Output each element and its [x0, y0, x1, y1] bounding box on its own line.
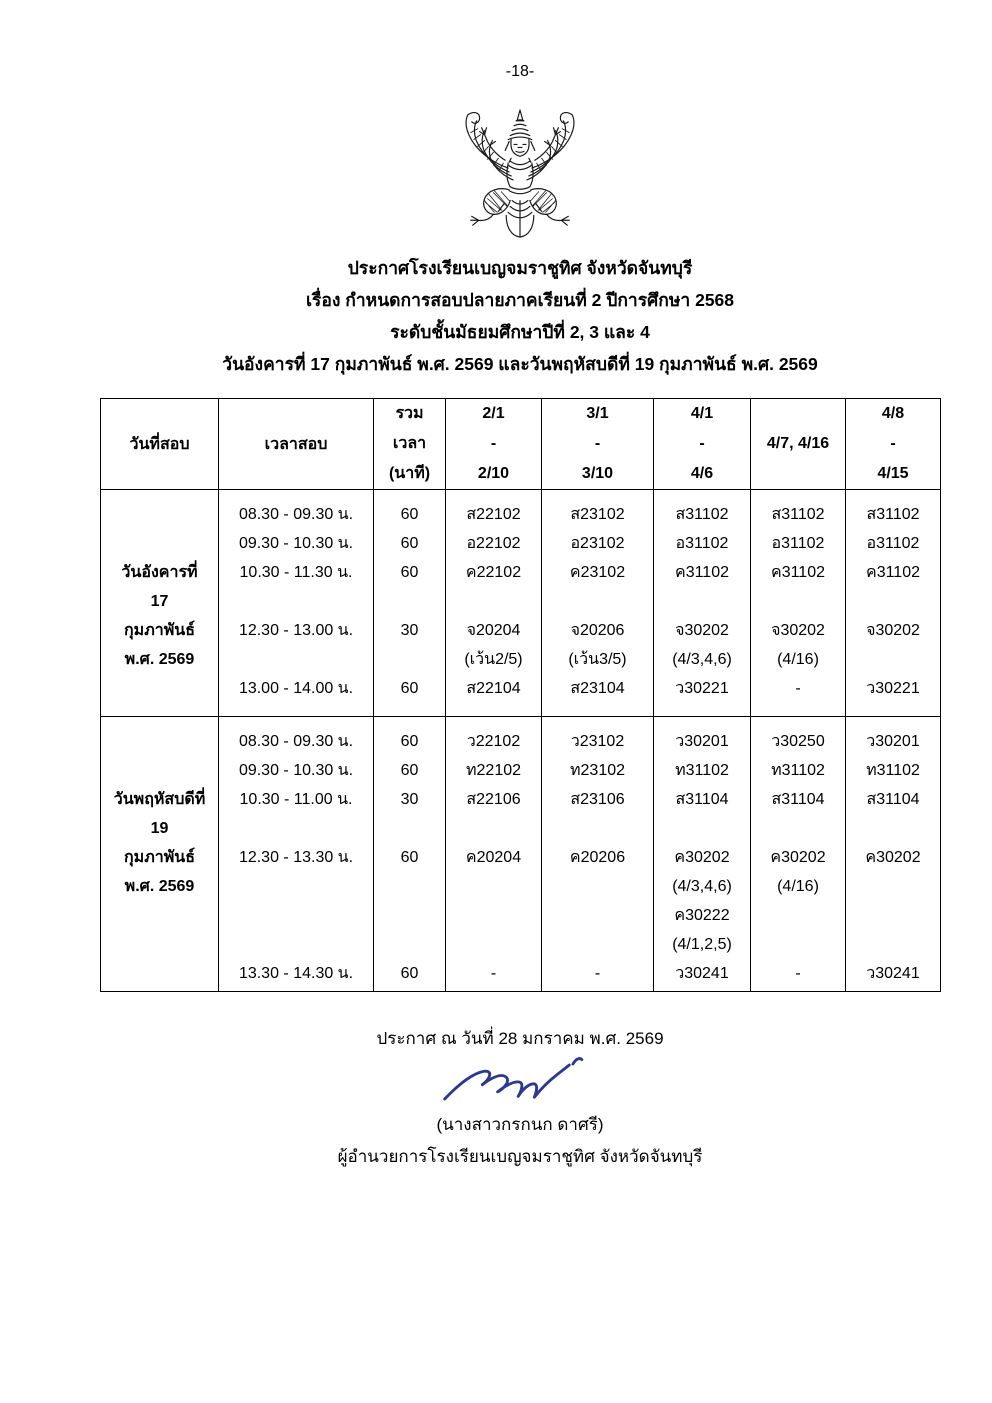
header-group-4-7-4-16: 4/7, 4/16 — [751, 399, 846, 490]
cell-line: 09.30 - 10.30 น. — [238, 762, 354, 779]
cell-line: อ23102 — [570, 535, 625, 552]
cell-line — [219, 587, 373, 616]
cell-line — [219, 901, 373, 930]
cell-line: 13.00 - 14.00 น. — [238, 680, 354, 697]
cell-line: อ31102 — [866, 535, 920, 552]
cell-line: (4/3,4,6) — [672, 651, 732, 668]
header-group-4-8-to-4-15 — [846, 399, 941, 490]
signature-container — [100, 1056, 940, 1110]
cell-line: - — [795, 680, 801, 697]
cell-line: 08.30 - 09.30 น. — [238, 506, 354, 523]
cell-line: ส23102 — [570, 506, 625, 523]
group-2-1-to-2-10-cell — [446, 717, 542, 992]
cell-line: (4/16) — [777, 878, 819, 895]
title-line-grade: ระดับชั้นมัธยมศึกษาปีที่ 2, 3 และ 4 — [390, 322, 650, 342]
cell-line: 19 — [150, 820, 169, 837]
cell-line — [446, 872, 541, 901]
cell-line — [374, 645, 445, 674]
cell-line — [101, 756, 218, 785]
cell-line: 12.30 - 13.00 น. — [238, 622, 354, 639]
exam-time-cell — [219, 717, 374, 992]
cell-line — [446, 587, 541, 616]
signer-title: ผู้อำนวยการโรงเรียนเบญจมราชูทิศ จังหวัดจันทบุรี — [337, 1147, 703, 1166]
cell-line: รวม — [395, 405, 424, 422]
cell-line — [542, 587, 653, 616]
title-line-subject: เรื่อง กำหนดการสอบปลายภาคเรียนที่ 2 ปีการศึกษา 2568 — [305, 290, 735, 310]
table-header-row — [101, 399, 941, 490]
cell-line: - — [490, 435, 497, 452]
cell-line: จ20204 — [466, 622, 521, 639]
cell-line — [101, 674, 218, 703]
cell-line — [101, 529, 218, 558]
cell-line: 60 — [400, 965, 419, 982]
cell-line: 4/6 — [690, 465, 714, 482]
content-area — [100, 0, 940, 1170]
cell-line: ค23102 — [569, 564, 626, 581]
cell-line — [542, 872, 653, 901]
header-group-4-1-to-4-6 — [654, 399, 751, 490]
group-4-1-to-4-6-cell — [654, 490, 751, 717]
cell-line: ส23104 — [570, 680, 625, 697]
cell-line: 09.30 - 10.30 น. — [238, 535, 354, 552]
title-line-dates: วันอังคารที่ 17 กุมภาพันธ์ พ.ศ. 2569 และวันพฤหัสบดีที่ 19 กุมภาพันธ์ พ.ศ. 2569 — [222, 354, 818, 374]
cell-line — [846, 645, 940, 674]
cell-line: จ30202 — [866, 622, 920, 639]
cell-line: - — [795, 965, 801, 982]
total-minutes-cell — [374, 490, 446, 717]
cell-line: 3/10 — [581, 465, 614, 482]
cell-line: กุมภาพันธ์ — [123, 622, 195, 639]
cell-line — [846, 872, 940, 901]
tuesday-17-feb-section — [101, 490, 941, 717]
cell-line: ส22102 — [466, 506, 521, 523]
cell-line: - — [594, 965, 601, 982]
cell-line: 08.30 - 09.30 น. — [238, 733, 354, 750]
emblem-container — [100, 108, 940, 240]
cell-line — [374, 814, 445, 843]
cell-line: ว30241 — [866, 965, 920, 982]
signature-scribble-icon — [430, 1056, 610, 1108]
header-exam-date: วันที่สอบ — [101, 399, 219, 490]
cell-line — [219, 814, 373, 843]
cell-line — [751, 901, 845, 930]
cell-line: ส31104 — [675, 791, 729, 808]
cell-line: ว22102 — [466, 733, 521, 750]
cell-line — [101, 901, 218, 930]
exam-time-cell — [219, 490, 374, 717]
thursday-19-feb-section — [101, 717, 941, 992]
cell-line: 60 — [400, 849, 419, 866]
cell-line: ค31102 — [770, 564, 825, 581]
announcement-date: ประกาศ ณ วันที่ 28 มกราคม พ.ศ. 2569 — [376, 1029, 664, 1048]
cell-line: ส22106 — [466, 791, 521, 808]
cell-line: (เว้น2/5) — [464, 651, 523, 668]
cell-line: 3/1 — [586, 405, 609, 422]
cell-line — [751, 814, 845, 843]
cell-line — [542, 901, 653, 930]
garuda-emblem-icon — [456, 108, 584, 240]
cell-line — [654, 814, 750, 843]
cell-line: 30 — [400, 622, 419, 639]
cell-line: - — [490, 965, 497, 982]
group-4-7-4-16-cell — [751, 490, 846, 717]
cell-line: ค30202 — [770, 849, 826, 866]
cell-line — [751, 930, 845, 959]
cell-line: (4/1,2,5) — [672, 936, 732, 953]
cell-line: ค30222 — [674, 907, 730, 924]
cell-line — [374, 872, 445, 901]
cell-line — [446, 814, 541, 843]
cell-line: ว30250 — [771, 733, 825, 750]
group-2-1-to-2-10-cell — [446, 490, 542, 717]
cell-line — [219, 645, 373, 674]
cell-line: 60 — [400, 762, 419, 779]
group-4-8-to-4-15-cell — [846, 490, 941, 717]
cell-line: ค30202 — [674, 849, 730, 866]
cell-line: ส31102 — [866, 506, 920, 523]
cell-line: พ.ศ. 2569 — [124, 651, 195, 668]
cell-line: ส31104 — [866, 791, 920, 808]
cell-line: อ22102 — [466, 535, 521, 552]
cell-line — [219, 872, 373, 901]
cell-line: ส31102 — [771, 506, 825, 523]
cell-line: ค20206 — [569, 849, 626, 866]
cell-line: 60 — [400, 506, 419, 523]
cell-line: ส31104 — [771, 791, 825, 808]
cell-line: - — [890, 435, 896, 452]
header-total-minutes — [374, 399, 446, 490]
title-line-school: ประกาศโรงเรียนเบญจมราชูทิศ จังหวัดจันทบุรี — [347, 258, 693, 278]
cell-line: ส23106 — [570, 791, 625, 808]
cell-line: อ31102 — [675, 535, 729, 552]
cell-line: ค31102 — [674, 564, 729, 581]
cell-line: 60 — [400, 733, 419, 750]
group-4-7-4-16-cell — [751, 717, 846, 992]
cell-line: วันพฤหัสบดีที่ — [113, 791, 206, 808]
cell-line: - — [594, 435, 601, 452]
cell-line — [846, 814, 940, 843]
cell-line: ค20204 — [465, 849, 522, 866]
cell-line: - — [699, 435, 705, 452]
cell-line — [654, 587, 750, 616]
cell-line — [374, 901, 445, 930]
cell-line: อ31102 — [771, 535, 825, 552]
cell-line: ท31102 — [866, 762, 920, 779]
total-minutes-cell — [374, 717, 446, 992]
cell-line: 60 — [400, 535, 419, 552]
cell-line: ว30221 — [866, 680, 920, 697]
cell-line — [374, 587, 445, 616]
cell-line: (นาที) — [388, 465, 431, 482]
signer-name: (นางสาวกรกนก ดาศรี) — [436, 1115, 604, 1134]
cell-line — [101, 959, 218, 988]
cell-line: ว30221 — [675, 680, 729, 697]
cell-line: ค31102 — [865, 564, 920, 581]
exam-date-cell — [101, 717, 219, 992]
cell-line: พ.ศ. 2569 — [124, 878, 195, 895]
cell-line: ว30201 — [675, 733, 729, 750]
cell-line: ท22102 — [465, 762, 522, 779]
cell-line: ว23102 — [570, 733, 625, 750]
cell-line: กุมภาพันธ์ — [123, 849, 195, 866]
cell-line: (4/16) — [777, 651, 819, 668]
exam-schedule-table — [100, 398, 941, 992]
page-number: -18- — [505, 63, 535, 80]
cell-line: 30 — [400, 791, 419, 808]
cell-line: 4/1 — [690, 405, 714, 422]
cell-line: ว30241 — [675, 965, 729, 982]
cell-line: วันอังคารที่ — [121, 564, 198, 581]
cell-line: ท31102 — [675, 762, 729, 779]
cell-line: 2/10 — [477, 465, 510, 482]
cell-line — [101, 500, 218, 529]
group-3-1-to-3-10-cell — [542, 717, 654, 992]
cell-line: จ30202 — [771, 622, 825, 639]
group-4-8-to-4-15-cell — [846, 717, 941, 992]
cell-line — [542, 814, 653, 843]
cell-line — [846, 587, 940, 616]
cell-line: 12.30 - 13.30 น. — [238, 849, 354, 866]
cell-line — [542, 930, 653, 959]
cell-line: 10.30 - 11.30 น. — [239, 564, 353, 581]
cell-line — [446, 901, 541, 930]
cell-line: 4/8 — [881, 405, 905, 422]
cell-line: ส22104 — [466, 680, 521, 697]
document-title — [100, 252, 940, 380]
cell-line: (4/3,4,6) — [672, 878, 732, 895]
footer-block — [100, 1026, 940, 1170]
header-exam-time: เวลาสอบ — [219, 399, 374, 490]
cell-line: ส31102 — [675, 506, 729, 523]
cell-line: 60 — [400, 564, 419, 581]
header-group-2-1-to-2-10 — [446, 399, 542, 490]
cell-line — [101, 930, 218, 959]
cell-line — [219, 930, 373, 959]
cell-line: 17 — [150, 593, 169, 610]
cell-line: เวลา — [392, 435, 427, 452]
cell-line: ท23102 — [569, 762, 626, 779]
cell-line — [751, 587, 845, 616]
cell-line: 60 — [400, 680, 419, 697]
cell-line: 10.30 - 11.00 น. — [239, 791, 353, 808]
cell-line — [446, 930, 541, 959]
group-3-1-to-3-10-cell — [542, 490, 654, 717]
cell-line: จ30202 — [675, 622, 729, 639]
header-group-3-1-to-3-10 — [542, 399, 654, 490]
exam-date-cell — [101, 490, 219, 717]
cell-line: ท31102 — [771, 762, 825, 779]
cell-line: ค30202 — [865, 849, 921, 866]
cell-line — [374, 930, 445, 959]
cell-line: 4/15 — [877, 465, 909, 482]
group-4-1-to-4-6-cell — [654, 717, 751, 992]
cell-line: จ20206 — [570, 622, 625, 639]
cell-line — [101, 727, 218, 756]
cell-line: 2/1 — [482, 405, 505, 422]
cell-line: ค22102 — [465, 564, 522, 581]
cell-line: ว30201 — [866, 733, 920, 750]
cell-line — [846, 930, 940, 959]
cell-line: 13.30 - 14.30 น. — [238, 965, 354, 982]
cell-line: (เว้น3/5) — [568, 651, 627, 668]
cell-line — [846, 901, 940, 930]
